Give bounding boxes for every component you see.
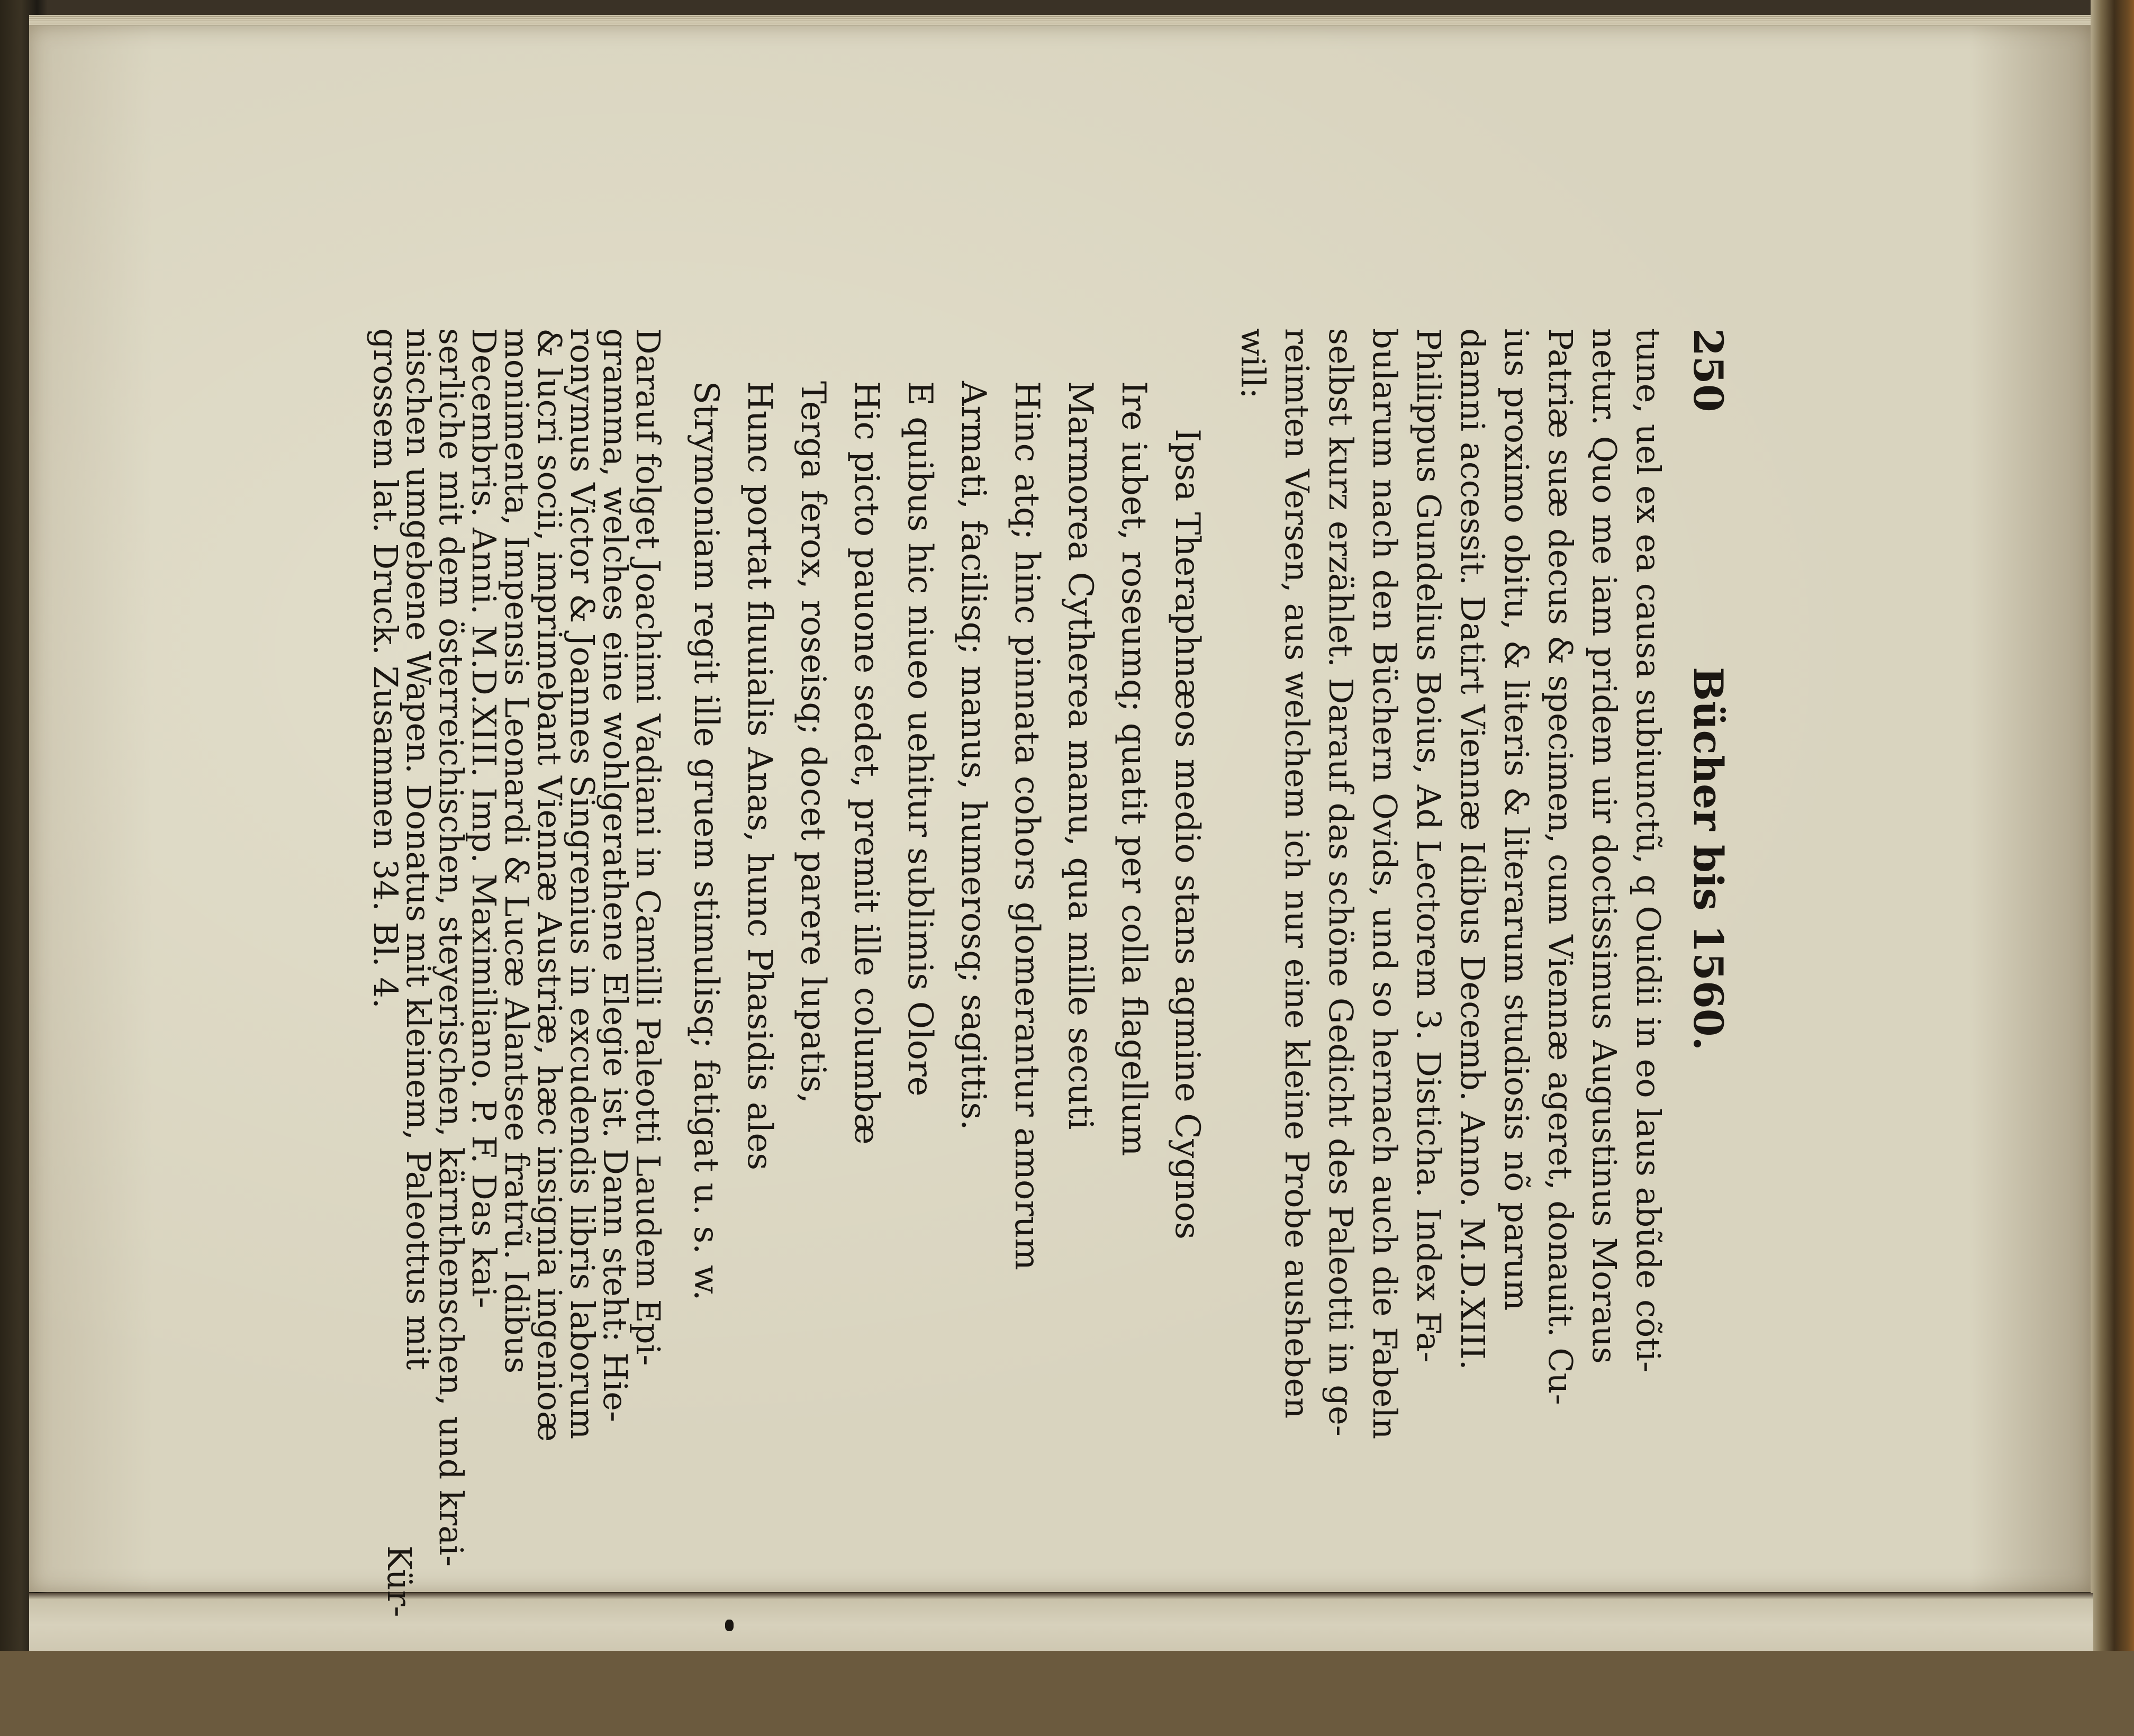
text-line: ronymus Victor & Joannes Singrenius in excudendis libris laborum	[563, 328, 602, 1440]
page-number: 250	[1685, 328, 1732, 412]
text-line: & lucri socii, imprimebant Viennæ Austriæ, hæc insignia ingenioæ	[530, 328, 569, 1442]
text-line: gramma, welches eine wohlgerathene Elegie ist. Dann steht: Hie-	[596, 328, 635, 1422]
poem-line: Marmorea Cytherea manu, qua mille secuti	[1061, 381, 1100, 1130]
poem-line: Terga ferox, roseisq; docet parere lupatis,	[793, 381, 833, 1104]
poem-line: Ire iubet, roseumq; quatit per colla flagellum	[1114, 381, 1153, 1156]
text-line: bularum nach den Büchern Ovids, und so hernach auch die Fabeln	[1366, 328, 1404, 1440]
text-line: netur. Quo me iam pridem uir doctissimus Augustinus Moraus	[1585, 328, 1624, 1364]
text-line: damni accessit. Datirt Viennæ Idibus Decemb. Anno. M.D.XIII.	[1453, 328, 1492, 1370]
text-line: nischen umgebene Wapen. Donatus mit kleinem, Paleottus mit	[399, 328, 438, 1370]
running-title: Bücher bis 1560.	[1685, 667, 1732, 1051]
curled-page-edges	[2091, 0, 2134, 1651]
text-line: Patriæ suæ decus & specimen, cum Viennæ ageret, donauit. Cu-	[1541, 328, 1580, 1405]
text-line: Philippus Gundelius Boius, Ad Lectorem 3. Disticha. Index Fa-	[1409, 328, 1448, 1363]
text-line: grossem lat. Druck. Zusammen 34. Bl. 4.	[366, 328, 405, 1009]
text-line: tune, uel ex ea causa subiunctũ, q Ouidii in eo laus abũde cõti-	[1629, 328, 1668, 1372]
text-line: Decembris. Anni. M.D.XIII. Imp. Maximiliano. P. F. Das kai-	[465, 328, 503, 1308]
poem-line: Hic picto pauone sedet, premit ille columbæ	[847, 381, 886, 1145]
poem-line: Hunc portat fluuialis Anas, hunc Phasidis ales	[740, 381, 779, 1171]
poem-line: Hinc atq; hinc pinnata cohors glomerantur amorum	[1007, 381, 1046, 1270]
text-line: reimten Versen, aus welchem ich nur eine kleine Probe ausheben	[1278, 328, 1316, 1419]
text-line: selbst kurz erzählet. Darauf das schöne Gedicht des Paleotti in ge-	[1322, 328, 1360, 1436]
text-line: ius proximo obitu, & literis & literarum studiosis nõ parum	[1497, 328, 1536, 1311]
text-line: serliche mit dem österreichischen, steyerischen, kärnthenschen, und krai-	[432, 328, 471, 1567]
poem-line: Strymoniam regit ille gruem stimulisq; fatigat u. s. w.	[686, 381, 726, 1301]
text-line: monimenta, Impensis Leonardi & Lucæ Alantsee fratrũ. Idibus	[498, 328, 536, 1374]
rotated-text-block	[366, 328, 1732, 1736]
text-line: will:	[1234, 328, 1272, 399]
text-line: Darauf folget Joachimi Vadiani in Camilli Paleotti Laudem Epi-	[629, 328, 667, 1366]
poem-line: E quibus hic niueo uehitur sublimis Olore	[900, 381, 939, 1097]
poem-line: Ipsa Theraphnæos medio stans agmine Cygnos	[1168, 429, 1207, 1240]
poem-line: Armati, facilisq; manus, humerosq; sagittis.	[954, 381, 993, 1131]
catchword: Kür-	[380, 1545, 419, 1617]
